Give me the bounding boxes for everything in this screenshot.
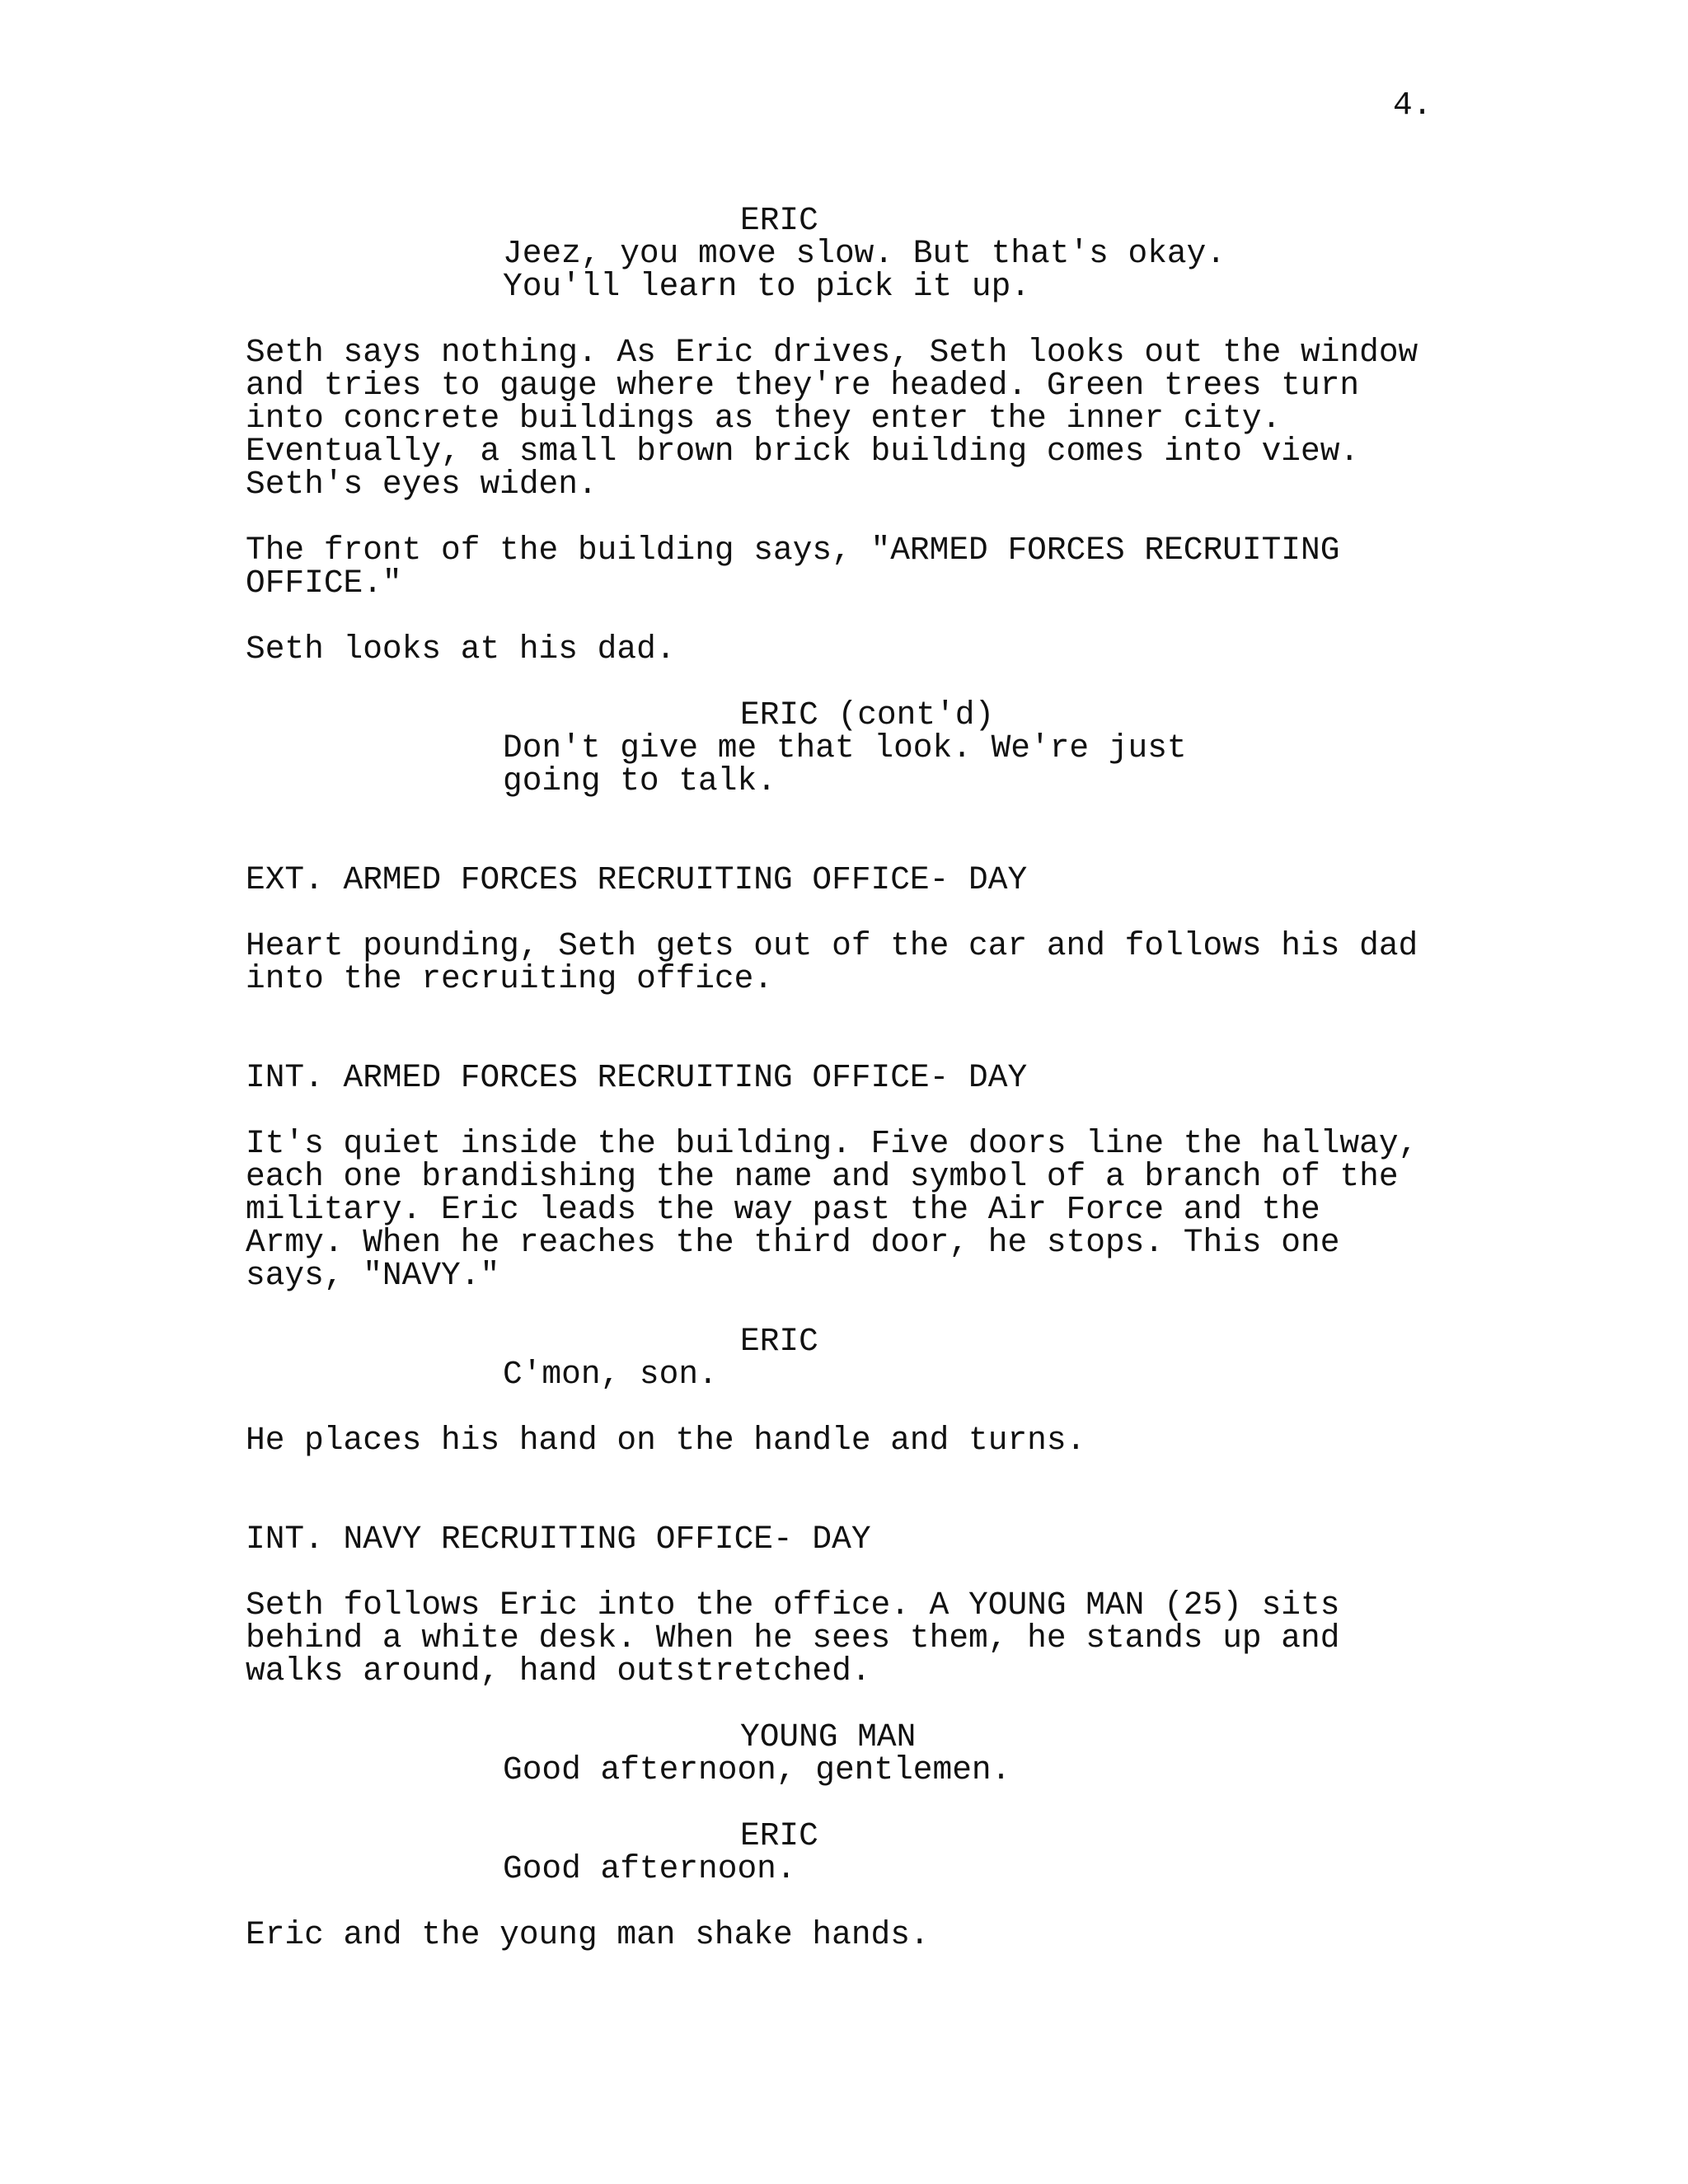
- dialogue-line: Good afternoon.: [503, 1850, 796, 1887]
- scene-heading: EXT. ARMED FORCES RECRUITING OFFICE- DAY: [246, 861, 1028, 898]
- character-cue: ERIC (cont'd): [740, 696, 995, 733]
- action-line: It's quiet inside the building. Five doors line the hallway,: [246, 1125, 1418, 1162]
- action-line: Seth says nothing. As Eric drives, Seth looks out the window: [246, 334, 1418, 371]
- dialogue-line: You'll learn to pick it up.: [503, 268, 1031, 305]
- scene-heading: INT. NAVY RECRUITING OFFICE- DAY: [246, 1521, 871, 1558]
- action-line: each one brandishing the name and symbol of a branch of the: [246, 1158, 1399, 1195]
- page-number: 4.: [1393, 87, 1432, 124]
- action-line: military. Eric leads the way past the Air Force and the: [246, 1191, 1320, 1228]
- action-line: behind a white desk. When he sees them, he stands up and: [246, 1619, 1340, 1657]
- action-line: Seth's eyes widen.: [246, 466, 598, 503]
- action-line: and tries to gauge where they're headed. Green trees turn: [246, 367, 1360, 404]
- dialogue-line: Good afternoon, gentlemen.: [503, 1751, 1011, 1788]
- character-cue: ERIC: [740, 1323, 818, 1360]
- dialogue-line: C'mon, son.: [503, 1356, 718, 1393]
- action-line: into the recruiting office.: [246, 960, 774, 997]
- action-line: Seth looks at his dad.: [246, 630, 676, 668]
- action-line: Heart pounding, Seth gets out of the car and follows his dad: [246, 927, 1418, 964]
- character-cue: YOUNG MAN: [740, 1718, 917, 1755]
- action-line: walks around, hand outstretched.: [246, 1652, 871, 1690]
- character-cue: ERIC: [740, 202, 818, 239]
- scene-heading: INT. ARMED FORCES RECRUITING OFFICE- DAY: [246, 1059, 1028, 1096]
- action-line: says, "NAVY.": [246, 1257, 500, 1294]
- action-line: Seth follows Eric into the office. A YOUNG MAN (25) sits: [246, 1586, 1340, 1624]
- dialogue-line: Jeez, you move slow. But that's okay.: [503, 235, 1226, 272]
- action-line: Army. When he reaches the third door, he stops. This one: [246, 1224, 1340, 1261]
- action-line: OFFICE.": [246, 565, 402, 602]
- character-cue: ERIC: [740, 1817, 818, 1854]
- action-line: Eventually, a small brown brick building comes into view.: [246, 433, 1360, 470]
- action-line: He places his hand on the handle and turns.: [246, 1422, 1086, 1459]
- dialogue-line: going to talk.: [503, 762, 776, 799]
- dialogue-line: Don't give me that look. We're just: [503, 729, 1187, 766]
- action-line: The front of the building says, "ARMED FORCES RECRUITING: [246, 532, 1340, 569]
- action-line: Eric and the young man shake hands.: [246, 1916, 930, 1953]
- action-line: into concrete buildings as they enter the inner city.: [246, 400, 1282, 437]
- screenplay-body: [246, 204, 1449, 1952]
